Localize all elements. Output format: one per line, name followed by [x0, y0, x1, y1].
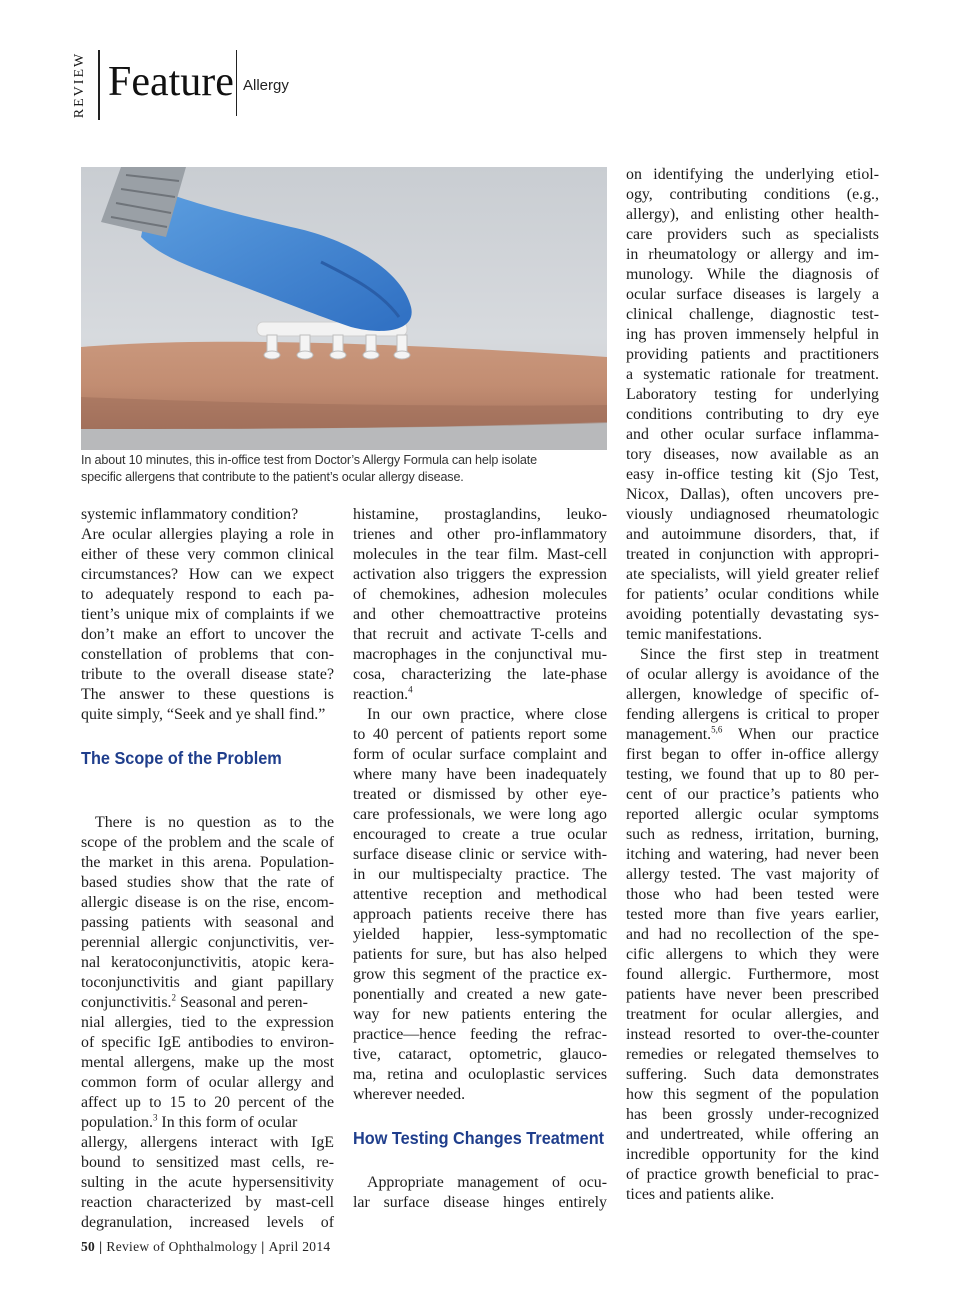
text-line: found allergic. Furthermore, most	[626, 966, 879, 983]
text-line: how this segment of the population	[626, 1086, 879, 1103]
text-line: don’t make an effort to uncover the	[81, 626, 334, 643]
text-line: on identifying the underlying etiol-	[626, 166, 879, 183]
text-line: ogy, contributing conditions (e.g.,	[626, 186, 879, 203]
text-line: has been grossly under-recognized	[626, 1106, 879, 1123]
journal-name: Review of Ophthalmology	[106, 1239, 258, 1254]
text-line: tested more than five years earlier,	[626, 906, 879, 923]
text-line: circumstances? How can we expect	[81, 566, 334, 583]
text-line: care professionals, we were long ago	[353, 806, 607, 823]
text-line: trienes and other pro-inflammatory	[353, 526, 607, 543]
text-line: way for new patients entering the	[353, 1006, 607, 1023]
text-line: of ocular allergy is avoidance of the	[626, 666, 879, 683]
text-line: in rheumatology or allergy and im-	[626, 246, 879, 263]
text-line: incredible opportunity for the kind	[626, 1146, 879, 1163]
subhead-testing: How Testing Changes Treatment	[353, 1128, 605, 1148]
text-line: management.$^{5,6}$ When our practice	[626, 724, 879, 743]
text-line: reaction.$^4$	[353, 684, 413, 703]
text-line: allergen, knowledge of specific of-	[626, 686, 879, 703]
text-line: the market in this arena. Population-	[81, 854, 334, 871]
text-line: where many have been inadequately	[353, 766, 607, 783]
text-line: passing patients with seasonal and	[81, 914, 334, 931]
text-line: quite simply, “Seek and ye shall find.”	[81, 706, 326, 723]
caption-line: specific allergens that contribute to the patient’s ocular allergy disease.	[81, 470, 464, 484]
text-line: approach patients receive there has	[353, 906, 607, 923]
text-line: allergy tested. The vast majority of	[626, 866, 879, 883]
text-line: suffering. Such data demonstrates	[626, 1066, 879, 1083]
text-line: care providers such as specialists	[626, 226, 879, 243]
text-line: tive, cataract, optometric, glauco-	[353, 1046, 607, 1063]
text-line: of practice growth beneficial to prac-	[626, 1166, 879, 1183]
text-line: and other ocular surface inflamma-	[626, 426, 879, 443]
text-line: munology. While the diagnosis of	[626, 266, 879, 283]
text-line: common form of ocular allergy and	[81, 1074, 334, 1091]
text-line: Laboratory testing for underlying	[626, 386, 879, 403]
text-line: Nicox, Dallas), often uncovers pre-	[626, 486, 879, 503]
text-line: of specific IgE antibodies to environ-	[81, 1034, 334, 1051]
text-line: activation also triggers the expression	[353, 566, 607, 583]
page-footer: 50 | Review of Ophthalmology | April 2014	[81, 1239, 331, 1254]
text-line: attentive reception and methodical	[353, 886, 607, 903]
text-line: tory diseases, now available as an	[626, 446, 879, 463]
text-line: treated or dismissed by other eye-	[353, 786, 607, 803]
text-line: tient’s unique mix of complaints if we	[81, 606, 334, 623]
text-line: There is no question as to the	[95, 814, 334, 831]
text-column-2	[353, 505, 607, 1213]
text-line: population.$^3$ In this form of ocular	[81, 1112, 298, 1131]
text-column-3	[626, 165, 879, 1205]
text-line: conditions contributing to dry eye	[626, 406, 879, 423]
text-line: cent of our practice’s patients who	[626, 786, 879, 803]
text-column-1	[81, 505, 334, 1233]
text-line: avoiding potentially devastating sys-	[626, 606, 879, 623]
text-line: fending allergens is critical to proper	[626, 706, 879, 723]
text-line: toconjunctivitis and giant papillary	[81, 974, 334, 991]
page-number: 50	[81, 1239, 96, 1254]
text-line: and autoimmune disorders, that, if	[626, 526, 879, 543]
header-section: Allergy	[243, 77, 289, 94]
text-line: and had no recollection of the spe-	[626, 926, 879, 943]
text-line: instead resorted to over-the-counter	[626, 1026, 879, 1043]
text-line: yielded happier, less-symptomatic	[353, 926, 607, 943]
text-line: to adequately respond to each pa-	[81, 586, 334, 603]
header-rule-left	[98, 50, 100, 120]
text-line: and undertreated, while offering an	[626, 1126, 879, 1143]
text-line: affect up to 15 to 20 percent of the	[81, 1094, 334, 1111]
text-line: a systematic rationale for treatment.	[626, 366, 879, 383]
text-line: reported allergic ocular symptoms	[626, 806, 879, 823]
text-line: of chemokines, adhesion molecules	[353, 586, 607, 603]
text-line: wherever needed.	[353, 1086, 466, 1103]
text-line: and other chemoattractive proteins	[353, 606, 607, 623]
text-line: clinical challenge, diagnostic test-	[626, 306, 879, 323]
text-line: Are ocular allergies playing a role in	[81, 526, 334, 543]
text-line: providing patients and practitioners	[626, 346, 879, 363]
text-line: cific allergens to which they were	[626, 946, 879, 963]
text-line: either of these very common clinical	[81, 546, 334, 563]
text-line: cosa, characterizing the late-phase	[353, 666, 607, 683]
text-line: patients for sure, but has also helped	[353, 946, 607, 963]
text-line: allergy, allergens interact with IgE	[81, 1134, 334, 1151]
review-vertical-tag: REVIEW	[72, 51, 87, 119]
allergy-test-photo	[81, 167, 607, 450]
text-line: lar surface disease hinges entirely	[353, 1194, 607, 1211]
text-line: sulting in the acute hypersensitivity	[81, 1174, 334, 1191]
text-line: Since the first step in treatment	[640, 646, 879, 663]
text-line: temic manifestations.	[626, 626, 762, 643]
text-line: molecules in the tear film. Mast-cell	[353, 546, 607, 563]
text-line: patients have never been prescribed	[626, 986, 879, 1003]
text-line: nal keratoconjunctivitis, atopic kera-	[81, 954, 334, 971]
text-line: scope of the problem and the scale of	[81, 834, 334, 851]
text-line: such as redness, irritation, burning,	[626, 826, 879, 843]
text-line: reaction characterized by mast-cell	[81, 1194, 334, 1211]
text-line: allergy), and enlisting other health-	[626, 206, 879, 223]
text-line: perennial allergic conjunctivitis, ver-	[81, 934, 334, 951]
text-line: macrophages in the conjunctival mu-	[353, 646, 607, 663]
text-line: tribute to the overall disease state?	[81, 666, 334, 683]
text-line: treated in conjunction with appropri-	[626, 546, 879, 563]
text-line: constellation of problems that con-	[81, 646, 334, 663]
text-line: systemic inflammatory condition?	[81, 506, 299, 523]
text-line: ma, retina and oculoplastic services	[353, 1066, 607, 1083]
text-line: ing has proven immensely helpful in	[626, 326, 879, 343]
subhead-scope: The Scope of the Problem	[81, 748, 282, 768]
text-line: bound to sensitized mast cells, re-	[81, 1154, 334, 1171]
caption-line: In about 10 minutes, this in-office test from Doctor’s Allergy Formula can help isolate	[81, 453, 537, 467]
text-line: allergic disease is on the rise, encom-	[81, 894, 334, 911]
text-line: first began to offer in-office allergy	[626, 746, 879, 763]
text-line: ocular surface diseases is largely a	[626, 286, 879, 303]
text-line: conjunctivitis.$^2$ Seasonal and peren-	[81, 992, 308, 1011]
text-line: histamine, prostaglandins, leuko-	[353, 506, 607, 523]
text-line: to 40 percent of patients report some	[353, 726, 607, 743]
text-line: The answer to these questions is	[81, 686, 334, 703]
text-line: in our multispecialty practice. The	[353, 866, 607, 883]
header-rule-right	[236, 50, 237, 116]
text-line: viously undiagnosed rheumatologic	[626, 506, 879, 523]
text-line: itching and watering, had never been	[626, 846, 879, 863]
text-line: mental allergens, make up the most	[81, 1054, 334, 1071]
text-line: tices and patients alike.	[626, 1186, 775, 1203]
text-line: for patients’ ocular conditions while	[626, 586, 879, 603]
text-line: nial allergies, tied to the expression	[81, 1014, 334, 1031]
header-title: Feature	[108, 59, 234, 105]
text-line: In our own practice, where close	[367, 706, 607, 723]
text-line: testing, we found that up to 80 per-	[626, 766, 879, 783]
subhead-spacer	[81, 725, 334, 813]
text-line: easy in-office testing kit (Sjo Test,	[626, 466, 879, 483]
text-line: surface disease clinic or service with-	[353, 846, 607, 863]
figure-caption	[81, 452, 581, 486]
text-line: treatment for ocular allergies, and	[626, 1006, 879, 1023]
issue-date: April 2014	[268, 1239, 331, 1254]
text-line: ponentially and created a new gate-	[353, 986, 607, 1003]
text-line: Appropriate management of ocu-	[367, 1174, 607, 1191]
text-line: ate specialists, will yield greater relief	[626, 566, 879, 583]
text-line: that recruit and activate T-cells and	[353, 626, 607, 643]
text-line: degranulation, increased levels of	[81, 1214, 334, 1231]
text-line: practice—hence feeding the refrac-	[353, 1026, 607, 1043]
text-line: remedies or relegated themselves to	[626, 1046, 879, 1063]
text-line: based studies show that the rate of	[81, 874, 334, 891]
text-line: encouraged to create a true ocular	[353, 826, 607, 843]
text-line: form of ocular surface complaint and	[353, 746, 607, 763]
text-line: those who had been tested were	[626, 886, 879, 903]
text-line: grow this segment of the practice ex-	[353, 966, 607, 983]
